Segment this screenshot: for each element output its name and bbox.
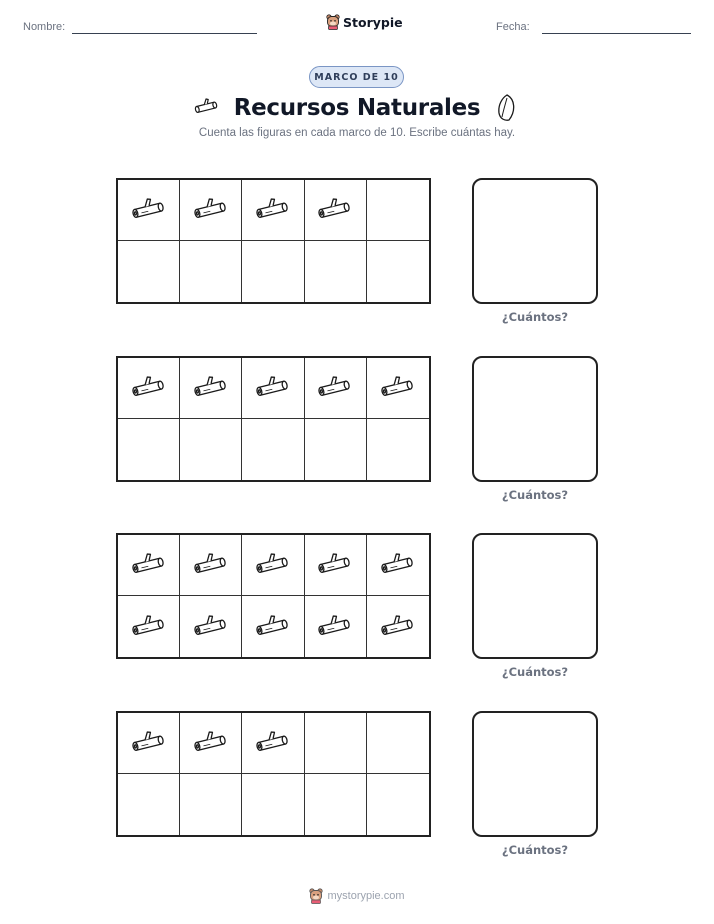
answer-box[interactable] — [472, 356, 598, 482]
ten-frame-cell — [367, 241, 429, 302]
ten-frame-cell — [305, 535, 367, 596]
footer-url: mystorypie.com — [327, 890, 405, 902]
ten-frame-cell — [305, 180, 367, 241]
ten-frame-cell — [305, 358, 367, 419]
answer-box[interactable] — [472, 533, 598, 659]
log-icon — [131, 552, 167, 578]
log-icon — [317, 614, 353, 640]
ten-frame-cell — [305, 419, 367, 480]
ten-frame-cell — [118, 774, 180, 835]
log-icon — [255, 614, 291, 640]
log-icon — [380, 552, 416, 578]
ten-frame-cell — [367, 180, 429, 241]
log-icon — [194, 97, 220, 117]
ten-frame-cell — [367, 774, 429, 835]
answer-box[interactable] — [472, 711, 598, 837]
answer-label: ¿Cuántos? — [501, 488, 569, 502]
name-line[interactable] — [72, 33, 257, 34]
ten-frame-cell — [367, 535, 429, 596]
log-icon — [380, 375, 416, 401]
answer-label: ¿Cuántos? — [501, 843, 569, 857]
ten-frame-cell — [118, 241, 180, 302]
title-row — [0, 90, 714, 126]
footer — [0, 884, 714, 908]
ten-frame-cell — [180, 419, 242, 480]
log-icon — [193, 552, 229, 578]
ten-frame-cell — [118, 596, 180, 657]
ten-frame-cell — [180, 180, 242, 241]
ten-frame-cell — [242, 774, 304, 835]
log-icon — [131, 375, 167, 401]
log-icon — [317, 375, 353, 401]
log-icon — [255, 730, 291, 756]
log-icon — [380, 614, 416, 640]
ten-frame-cell — [118, 419, 180, 480]
ten-frame-cell — [180, 535, 242, 596]
ten-frame-cell — [118, 713, 180, 774]
ten-frame-cell — [242, 713, 304, 774]
ten-frame-cell — [118, 358, 180, 419]
log-icon — [193, 375, 229, 401]
bear-mascot-icon — [309, 888, 323, 904]
seed-icon — [496, 93, 518, 123]
log-icon — [317, 552, 353, 578]
ten-frame-cell — [118, 535, 180, 596]
ten-frame-cell — [305, 713, 367, 774]
storypie-logo — [326, 14, 403, 30]
ten-frame-cell — [180, 241, 242, 302]
ten-frame-cell — [242, 180, 304, 241]
ten-frame — [116, 533, 431, 659]
answer-label: ¿Cuántos? — [501, 310, 569, 324]
ten-frame-cell — [180, 713, 242, 774]
ten-frame-cell — [242, 241, 304, 302]
log-icon — [255, 375, 291, 401]
answer-box[interactable] — [472, 178, 598, 304]
ten-frame-cell — [242, 535, 304, 596]
log-icon — [131, 730, 167, 756]
ten-frame-cell — [180, 596, 242, 657]
bear-mascot-icon — [326, 14, 340, 30]
ten-frame-cell — [305, 241, 367, 302]
ten-frame-cell — [242, 358, 304, 419]
page-title: Recursos Naturales — [233, 95, 481, 121]
logo-text: Storypie — [343, 14, 403, 30]
ten-frame-cell — [180, 774, 242, 835]
log-icon — [193, 730, 229, 756]
date-label: Fecha: — [496, 21, 530, 33]
log-icon — [193, 197, 229, 223]
ten-frame-cell — [367, 713, 429, 774]
log-icon — [131, 614, 167, 640]
instructions: Cuenta las figuras en cada marco de 10. Escribe cuántas hay. — [198, 127, 516, 139]
ten-frame-cell — [367, 358, 429, 419]
ten-frame-cell — [118, 180, 180, 241]
ten-frame — [116, 178, 431, 304]
worksheet-header — [0, 0, 714, 50]
ten-frame — [116, 356, 431, 482]
ten-frame-cell — [305, 596, 367, 657]
ten-frame-cell — [367, 419, 429, 480]
log-icon — [193, 614, 229, 640]
ten-frame-cell — [242, 419, 304, 480]
ten-frame — [116, 711, 431, 837]
name-label: Nombre: — [23, 21, 66, 33]
log-icon — [255, 197, 291, 223]
ten-frame-cell — [367, 596, 429, 657]
ten-frame-cell — [180, 358, 242, 419]
ten-frame-cell — [242, 596, 304, 657]
log-icon — [255, 552, 291, 578]
log-icon — [131, 197, 167, 223]
ten-frame-cell — [305, 774, 367, 835]
date-line[interactable] — [542, 33, 691, 34]
log-icon — [317, 197, 353, 223]
answer-label: ¿Cuántos? — [501, 665, 569, 679]
worksheet-type-badge: MARCO DE 10 — [309, 66, 404, 88]
